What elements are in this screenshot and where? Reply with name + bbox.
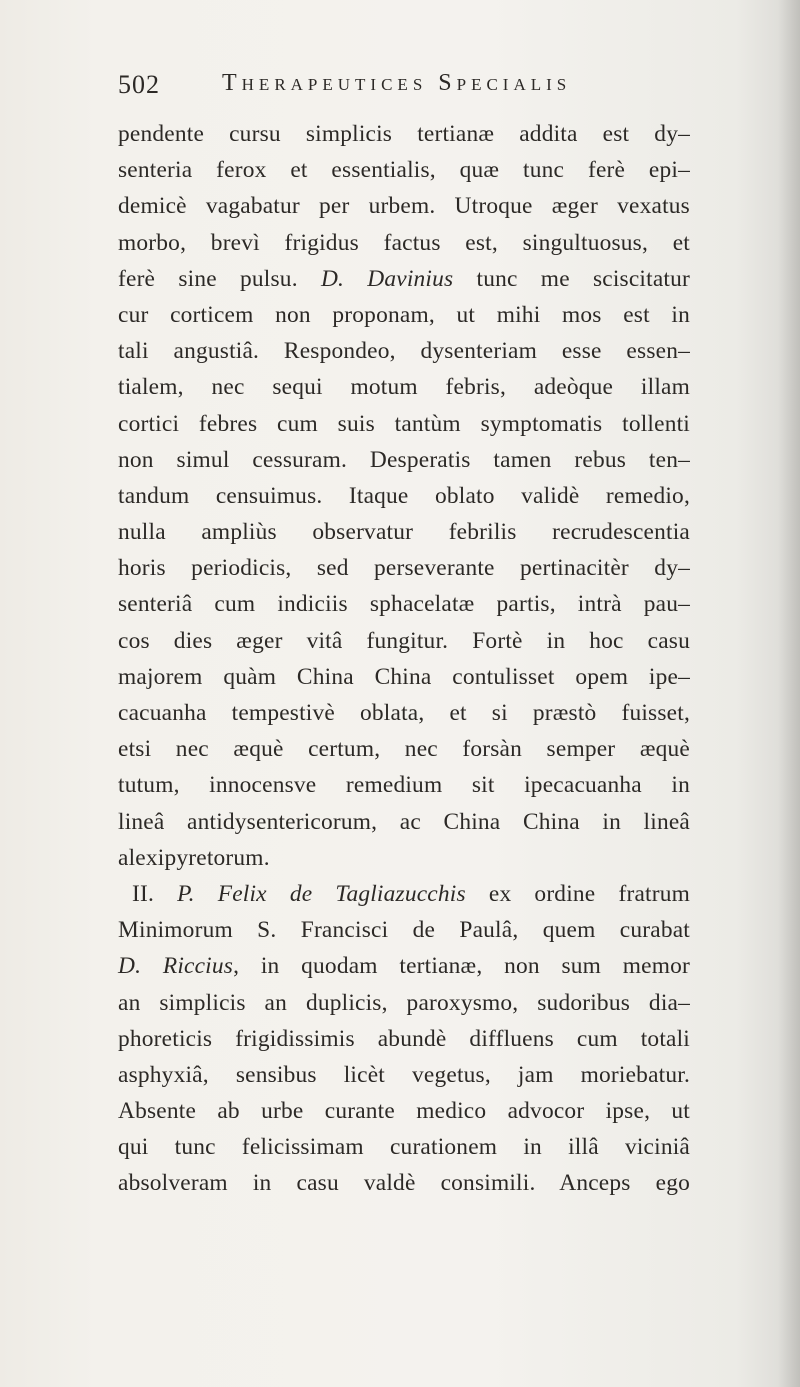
text-run: ex ordine fratrum <box>465 880 690 907</box>
text-line: morbo, brevì frigidus factus est, singultuosus, et <box>118 229 690 256</box>
text-line: tialem, nec sequi motum febris, adeòque illam <box>118 374 690 401</box>
text-line: cortici febres cum suis tantùm symptomatis tollenti <box>118 410 690 437</box>
text-line: tali angustiâ. Respondeo, dysenteriam esse essen– <box>118 338 690 365</box>
text-line: Minimorum S. Francisci de Paulâ, quem curabat <box>118 917 690 944</box>
person-name: D. Davinius <box>320 265 454 292</box>
person-name: P. Felix de Tagliazucchis <box>177 880 466 907</box>
text-line: lineâ antidysentericorum, ac China China in lineâ <box>118 808 690 835</box>
text-line: majorem quàm China China contulisset opem ipe– <box>118 663 690 690</box>
text-line: pendente cursu simplicis tertianæ addita est dy– <box>118 121 690 147</box>
body-text <box>118 116 690 1202</box>
text-line: cos dies æger vitâ fungitur. Fortè in hoc casu <box>118 627 690 654</box>
text-line <box>118 876 690 912</box>
text-run: tunc me sciscitatur <box>453 265 690 292</box>
text-line: senteriâ cum indiciis sphacelatæ partis, intrà pau– <box>118 591 690 618</box>
text-line: nulla ampliùs observatur febrilis recrudescentia <box>118 519 690 546</box>
text-run: , in quodam tertianæ, non sum memor <box>233 953 691 980</box>
text-line: tandum censuimus. Itaque oblato validè remedio, <box>118 482 690 509</box>
page-edge-shadow <box>778 0 800 1387</box>
page-number: 502 <box>118 70 160 99</box>
running-title: Therapeutices Specialis <box>222 70 572 96</box>
text-line: Absente ab urbe curante medico advocor ipse, ut <box>118 1098 690 1125</box>
text-line: tutum, innocensve remedium sit ipecacuanha in <box>118 772 690 799</box>
page-header <box>118 70 678 110</box>
text-line: demicè vagabatur per urbem. Utroque æger vexatus <box>118 193 690 220</box>
text-line: cur corticem non proponam, ut mihi mos est in <box>118 301 690 328</box>
text-line: etsi nec æquè certum, nec forsàn semper æquè <box>118 736 690 763</box>
text-line <box>118 948 690 984</box>
section-number: II. <box>132 880 178 907</box>
text-line: asphyxiâ, sensibus licèt vegetus, jam moriebatur. <box>118 1061 690 1088</box>
text-line: non simul cessuram. Desperatis tamen rebus ten– <box>118 446 690 473</box>
text-line <box>118 261 690 297</box>
text-line: phoreticis frigidissimis abundè diffluens cum totali <box>118 1025 690 1052</box>
text-run: ferè sine pulsu. <box>118 265 321 292</box>
text-line: an simplicis an duplicis, paroxysmo, sudoribus dia– <box>118 989 690 1016</box>
text-line: horis periodicis, sed perseverante pertinacitèr dy– <box>118 555 690 582</box>
text-line: senteria ferox et essentialis, quæ tunc ferè epi– <box>118 157 690 184</box>
paragraph-end-line: alexipyretorum. <box>118 844 270 871</box>
text-line: qui tunc felicissimam curationem in illâ viciniâ <box>118 1134 690 1161</box>
text-line: absolveram in casu valdè consimili. Anceps ego <box>118 1170 690 1197</box>
person-name: D. Riccius <box>118 953 234 980</box>
text-line: cacuanha tempestivè oblata, et si præstò fuisset, <box>118 700 690 726</box>
